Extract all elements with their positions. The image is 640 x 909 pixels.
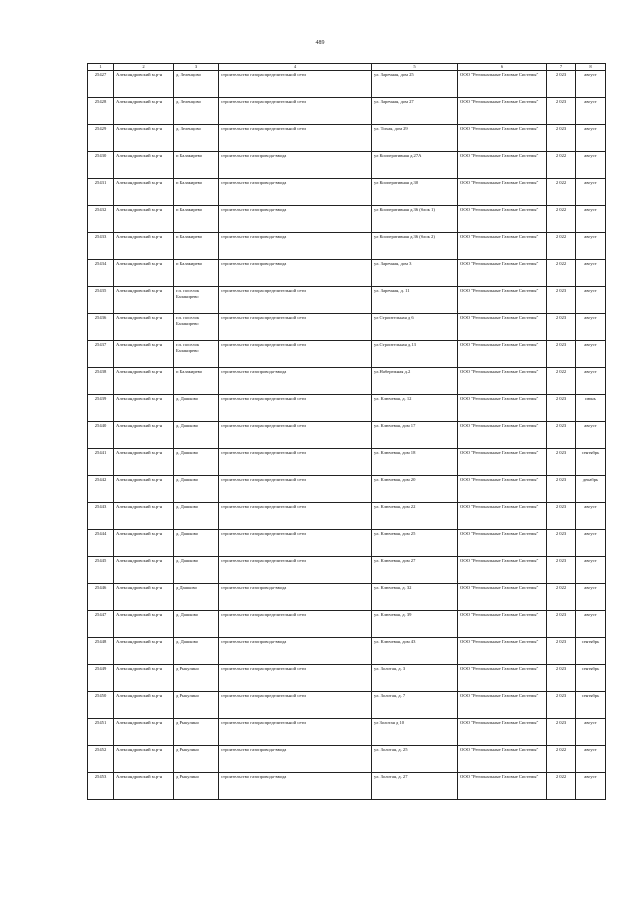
organization-cell: ООО "Региональные Газовые Системы" — [458, 71, 547, 98]
settlement-cell: д Рыкулино — [174, 719, 219, 746]
table-row — [88, 125, 606, 152]
work-type-cell: строительство газораспределительной сети — [219, 98, 372, 125]
row-number: 25435 — [88, 287, 114, 314]
table-row — [88, 233, 606, 260]
organization-cell: ООО "Региональные Газовые Системы" — [458, 665, 547, 692]
year-cell: 2 023 — [547, 98, 576, 125]
work-type-cell: строительство газораспределительной сети — [219, 692, 372, 719]
month-cell: август — [576, 206, 606, 233]
work-type-cell: строительство газораспределительной сети — [219, 665, 372, 692]
month-cell: июнь — [576, 395, 606, 422]
district-cell: Александровский м.р-н — [114, 287, 174, 314]
row-number: 25450 — [88, 692, 114, 719]
year-cell: 2 023 — [547, 125, 576, 152]
organization-cell: ООО "Региональные Газовые Системы" — [458, 368, 547, 395]
row-number: 25452 — [88, 746, 114, 773]
settlement-cell: п Балакирево — [174, 206, 219, 233]
address-cell: ул Золотая д 10 — [372, 719, 458, 746]
organization-cell: ООО "Региональные Газовые Системы" — [458, 341, 547, 368]
column-header: 4 — [219, 64, 372, 71]
address-cell: ул. Ключевая, дом 22 — [372, 503, 458, 530]
organization-cell: ООО "Региональные Газовые Системы" — [458, 746, 547, 773]
column-header: 6 — [458, 64, 547, 71]
work-type-cell: строительство газораспределительной сети — [219, 422, 372, 449]
address-cell: ул. Тихая, дом 29 — [372, 125, 458, 152]
settlement-cell: д. Дашково — [174, 611, 219, 638]
organization-cell: ООО "Региональные Газовые Системы" — [458, 530, 547, 557]
work-type-cell: строительство газораспределительной сети — [219, 71, 372, 98]
settlement-cell: д. Зеленцово — [174, 71, 219, 98]
year-cell: 2 023 — [547, 395, 576, 422]
work-type-cell: строительство газопровода-ввода — [219, 773, 372, 800]
work-type-cell: строительство газопровода-ввода — [219, 206, 372, 233]
settlement-cell: д. Дашково — [174, 530, 219, 557]
table-row — [88, 476, 606, 503]
organization-cell: ООО "Региональные Газовые Системы" — [458, 503, 547, 530]
year-cell: 2 023 — [547, 557, 576, 584]
row-number: 25447 — [88, 611, 114, 638]
table-row — [88, 179, 606, 206]
settlement-cell: д. Дашково — [174, 422, 219, 449]
district-cell: Александровский м.р-н — [114, 341, 174, 368]
address-cell: ул. Ключевая, дом 17 — [372, 422, 458, 449]
row-number: 25453 — [88, 773, 114, 800]
column-header: 8 — [576, 64, 606, 71]
row-number: 25451 — [88, 719, 114, 746]
work-type-cell: строительство газопровода-ввода — [219, 152, 372, 179]
work-type-cell: строительство газораспределительной сети — [219, 611, 372, 638]
row-number: 25432 — [88, 206, 114, 233]
row-number: 25434 — [88, 260, 114, 287]
work-type-cell: строительство газораспределительной сети — [219, 449, 372, 476]
table-row — [88, 692, 606, 719]
work-type-cell: строительство газопровода-ввода — [219, 233, 372, 260]
district-cell: Александровский м.р-н — [114, 125, 174, 152]
settlement-cell: д Рыкулино — [174, 692, 219, 719]
settlement-cell: д. Дашково — [174, 395, 219, 422]
year-cell: 2 022 — [547, 584, 576, 611]
organization-cell: ООО "Региональные Газовые Системы" — [458, 476, 547, 503]
page-number: 489 — [315, 40, 325, 46]
year-cell: 2 022 — [547, 746, 576, 773]
district-cell: Александровский м.р-н — [114, 233, 174, 260]
organization-cell: ООО "Региональные Газовые Системы" — [458, 395, 547, 422]
address-cell: ул. Ключевая, дом 43 — [372, 638, 458, 665]
column-header: 2 — [114, 64, 174, 71]
month-cell: август — [576, 152, 606, 179]
row-number: 25441 — [88, 449, 114, 476]
settlement-cell: п Балакирево — [174, 179, 219, 206]
work-type-cell: строительство газораспределительной сети — [219, 719, 372, 746]
settlement-cell: д. Дашково — [174, 557, 219, 584]
row-number: 25433 — [88, 233, 114, 260]
table-row — [88, 260, 606, 287]
year-cell: 2 023 — [547, 719, 576, 746]
row-number: 25439 — [88, 395, 114, 422]
address-cell: ул. Заречная, дом 27 — [372, 98, 458, 125]
month-cell: август — [576, 71, 606, 98]
settlement-cell: г.п. поселок Балакирево — [174, 314, 219, 341]
organization-cell: ООО "Региональные Газовые Системы" — [458, 719, 547, 746]
year-cell: 2 023 — [547, 71, 576, 98]
row-number: 25428 — [88, 98, 114, 125]
settlement-cell: д Рыкулино — [174, 665, 219, 692]
year-cell: 2 022 — [547, 260, 576, 287]
organization-cell: ООО "Региональные Газовые Системы" — [458, 584, 547, 611]
month-cell: август — [576, 746, 606, 773]
settlement-cell: д. Дашково — [174, 476, 219, 503]
address-cell: ул. Золотая, д. 27 — [372, 773, 458, 800]
organization-cell: ООО "Региональные Газовые Системы" — [458, 449, 547, 476]
table-row — [88, 287, 606, 314]
organization-cell: ООО "Региональные Газовые Системы" — [458, 773, 547, 800]
table-row — [88, 341, 606, 368]
year-cell: 2 022 — [547, 368, 576, 395]
row-number: 25427 — [88, 71, 114, 98]
district-cell: Александровский м.р-н — [114, 773, 174, 800]
year-cell: 2 022 — [547, 233, 576, 260]
column-header: 1 — [88, 64, 114, 71]
month-cell: август — [576, 341, 606, 368]
row-number: 25446 — [88, 584, 114, 611]
address-cell: ул. Ключевая, дом 18 — [372, 449, 458, 476]
district-cell: Александровский м.р-н — [114, 530, 174, 557]
settlement-cell: г.п. поселок Балакирево — [174, 287, 219, 314]
address-cell: ул. Ключевая, д. 12 — [372, 395, 458, 422]
district-cell: Александровский м.р-н — [114, 179, 174, 206]
table-row — [88, 719, 606, 746]
organization-cell: ООО "Региональные Газовые Системы" — [458, 557, 547, 584]
month-cell: сентябрь — [576, 638, 606, 665]
settlement-cell: д Рыкулино — [174, 773, 219, 800]
district-cell: Александровский м.р-н — [114, 98, 174, 125]
table-row — [88, 368, 606, 395]
district-cell: Александровский м.р-н — [114, 503, 174, 530]
month-cell: август — [576, 179, 606, 206]
district-cell: Александровский м.р-н — [114, 719, 174, 746]
table-row — [88, 584, 606, 611]
year-cell: 2 023 — [547, 449, 576, 476]
settlement-cell: г.п. поселок Балакирево — [174, 341, 219, 368]
address-cell: ул. Ключевая, д. 32 — [372, 584, 458, 611]
month-cell: август — [576, 287, 606, 314]
year-cell: 2 022 — [547, 179, 576, 206]
district-cell: Александровский м.р-н — [114, 584, 174, 611]
address-cell: ул. Золотая, д. 25 — [372, 746, 458, 773]
year-cell: 2 023 — [547, 530, 576, 557]
work-type-cell: строительство газопровода-ввода — [219, 368, 372, 395]
work-type-cell: строительство газораспределительной сети — [219, 125, 372, 152]
year-cell: 2 022 — [547, 206, 576, 233]
address-cell: ул. Золотая, д. 7 — [372, 692, 458, 719]
organization-cell: ООО "Региональные Газовые Системы" — [458, 611, 547, 638]
district-cell: Александровский м.р-н — [114, 422, 174, 449]
month-cell: август — [576, 719, 606, 746]
month-cell: август — [576, 773, 606, 800]
district-cell: Александровский м.р-н — [114, 476, 174, 503]
month-cell: август — [576, 557, 606, 584]
table-row — [88, 665, 606, 692]
row-number: 25444 — [88, 530, 114, 557]
district-cell: Александровский м.р-н — [114, 557, 174, 584]
address-cell: ул. Заречная, дом 25 — [372, 71, 458, 98]
month-cell: август — [576, 98, 606, 125]
district-cell: Александровский м.р-н — [114, 368, 174, 395]
address-cell: ул. Ключевая, д. 39 — [372, 611, 458, 638]
district-cell: Александровский м.р-н — [114, 206, 174, 233]
organization-cell: ООО "Региональные Газовые Системы" — [458, 206, 547, 233]
work-type-cell: строительство газопровода-ввода — [219, 260, 372, 287]
table-row — [88, 503, 606, 530]
month-cell: август — [576, 314, 606, 341]
row-number: 25443 — [88, 503, 114, 530]
row-number: 25430 — [88, 152, 114, 179]
work-type-cell: строительство газораспределительной сети — [219, 503, 372, 530]
work-type-cell: строительство газопровода-ввода — [219, 179, 372, 206]
organization-cell: ООО "Региональные Газовые Системы" — [458, 638, 547, 665]
table-row — [88, 314, 606, 341]
address-cell: ул Кооперативная д.27А — [372, 152, 458, 179]
month-cell: август — [576, 368, 606, 395]
settlement-cell: п Балакирево — [174, 260, 219, 287]
month-cell: сентябрь — [576, 665, 606, 692]
row-number: 25431 — [88, 179, 114, 206]
table-row — [88, 557, 606, 584]
district-cell: Александровский м.р-н — [114, 638, 174, 665]
district-cell: Александровский м.р-н — [114, 314, 174, 341]
month-cell: август — [576, 584, 606, 611]
year-cell: 2 023 — [547, 287, 576, 314]
work-type-cell: строительство газораспределительной сети — [219, 395, 372, 422]
work-type-cell: строительство газораспределительной сети — [219, 530, 372, 557]
organization-cell: ООО "Региональные Газовые Системы" — [458, 692, 547, 719]
work-type-cell: строительство газопровода-ввода — [219, 584, 372, 611]
row-number: 25448 — [88, 638, 114, 665]
organization-cell: ООО "Региональные Газовые Системы" — [458, 98, 547, 125]
year-cell: 2 023 — [547, 692, 576, 719]
table-row — [88, 530, 606, 557]
address-cell: ул. Золотая, д. 3 — [372, 665, 458, 692]
organization-cell: ООО "Региональные Газовые Системы" — [458, 314, 547, 341]
organization-cell: ООО "Региональные Газовые Системы" — [458, 152, 547, 179]
district-cell: Александровский м.р-н — [114, 611, 174, 638]
address-cell: ул.Строительная д.13 — [372, 341, 458, 368]
work-type-cell: строительство газораспределительной сети — [219, 314, 372, 341]
work-type-cell: строительство газораспределительной сети — [219, 341, 372, 368]
table-row — [88, 71, 606, 98]
address-cell: ул.Набережная д.2 — [372, 368, 458, 395]
district-cell: Александровский м.р-н — [114, 665, 174, 692]
organization-cell: ООО "Региональные Газовые Системы" — [458, 125, 547, 152]
table-row — [88, 422, 606, 449]
work-type-cell: строительство газораспределительной сети — [219, 476, 372, 503]
address-cell: ул. Заречная, д. 11 — [372, 287, 458, 314]
address-cell: ул Строительная д 6 — [372, 314, 458, 341]
records-table — [87, 63, 606, 800]
month-cell: август — [576, 125, 606, 152]
row-number: 25429 — [88, 125, 114, 152]
district-cell: Александровский м.р-н — [114, 152, 174, 179]
organization-cell: ООО "Региональные Газовые Системы" — [458, 179, 547, 206]
month-cell: август — [576, 233, 606, 260]
address-cell: ул Кооперативная д.36 (блок 2) — [372, 233, 458, 260]
year-cell: 2 022 — [547, 152, 576, 179]
month-cell: август — [576, 503, 606, 530]
table-row — [88, 152, 606, 179]
settlement-cell: д. Дашково — [174, 638, 219, 665]
table-row — [88, 773, 606, 800]
year-cell: 2 023 — [547, 314, 576, 341]
address-cell: ул. Ключевая, дом 25 — [372, 530, 458, 557]
settlement-cell: п Балакирево — [174, 233, 219, 260]
work-type-cell: строительство газораспределительной сети — [219, 557, 372, 584]
year-cell: 2 022 — [547, 773, 576, 800]
address-cell: ул. Ключевая, дом 20 — [372, 476, 458, 503]
table-row — [88, 206, 606, 233]
month-cell: август — [576, 422, 606, 449]
organization-cell: ООО "Региональные Газовые Системы" — [458, 287, 547, 314]
work-type-cell: строительство газораспределительной сети — [219, 287, 372, 314]
row-number: 25445 — [88, 557, 114, 584]
table-row — [88, 638, 606, 665]
month-cell: сентябрь — [576, 692, 606, 719]
month-cell: декабрь — [576, 476, 606, 503]
column-header: 7 — [547, 64, 576, 71]
organization-cell: ООО "Региональные Газовые Системы" — [458, 260, 547, 287]
district-cell: Александровский м.р-н — [114, 746, 174, 773]
settlement-cell: п Балакирево — [174, 152, 219, 179]
district-cell: Александровский м.р-н — [114, 449, 174, 476]
settlement-cell: п Балакирево — [174, 368, 219, 395]
settlement-cell: д Рыкулино — [174, 746, 219, 773]
year-cell: 2 023 — [547, 638, 576, 665]
table-row — [88, 611, 606, 638]
year-cell: 2 023 — [547, 422, 576, 449]
year-cell: 2 023 — [547, 611, 576, 638]
district-cell: Александровский м.р-н — [114, 260, 174, 287]
settlement-cell: д. Зеленцово — [174, 125, 219, 152]
row-number: 25436 — [88, 314, 114, 341]
row-number: 25449 — [88, 665, 114, 692]
column-header: 3 — [174, 64, 219, 71]
row-number: 25437 — [88, 341, 114, 368]
address-cell: ул Кооперативная д.36 (блок 1) — [372, 206, 458, 233]
year-cell: 2 023 — [547, 476, 576, 503]
row-number: 25438 — [88, 368, 114, 395]
table-row — [88, 449, 606, 476]
month-cell: август — [576, 260, 606, 287]
settlement-cell: д Дашково — [174, 584, 219, 611]
address-cell: ул. Заречная, дом 3 — [372, 260, 458, 287]
year-cell: 2 023 — [547, 341, 576, 368]
settlement-cell: д. Дашково — [174, 449, 219, 476]
address-cell: ул. Ключевая, дом 27 — [372, 557, 458, 584]
row-number: 25442 — [88, 476, 114, 503]
work-type-cell: строительство газопровода-ввода — [219, 638, 372, 665]
organization-cell: ООО "Региональные Газовые Системы" — [458, 422, 547, 449]
month-cell: август — [576, 530, 606, 557]
district-cell: Александровский м.р-н — [114, 692, 174, 719]
column-header: 5 — [372, 64, 458, 71]
year-cell: 2 023 — [547, 665, 576, 692]
settlement-cell: д. Дашково — [174, 503, 219, 530]
month-cell: сентябрь — [576, 449, 606, 476]
district-cell: Александровский м.р-н — [114, 71, 174, 98]
table-row — [88, 395, 606, 422]
table-row — [88, 746, 606, 773]
address-cell: ул Кооперативная д.30 — [372, 179, 458, 206]
table-row — [88, 98, 606, 125]
month-cell: август — [576, 611, 606, 638]
header-row — [88, 64, 606, 71]
year-cell: 2 023 — [547, 503, 576, 530]
work-type-cell: строительство газопровода-ввода — [219, 746, 372, 773]
row-number: 25440 — [88, 422, 114, 449]
organization-cell: ООО "Региональные Газовые Системы" — [458, 233, 547, 260]
district-cell: Александровский м.р-н — [114, 395, 174, 422]
settlement-cell: д. Зеленцово — [174, 98, 219, 125]
